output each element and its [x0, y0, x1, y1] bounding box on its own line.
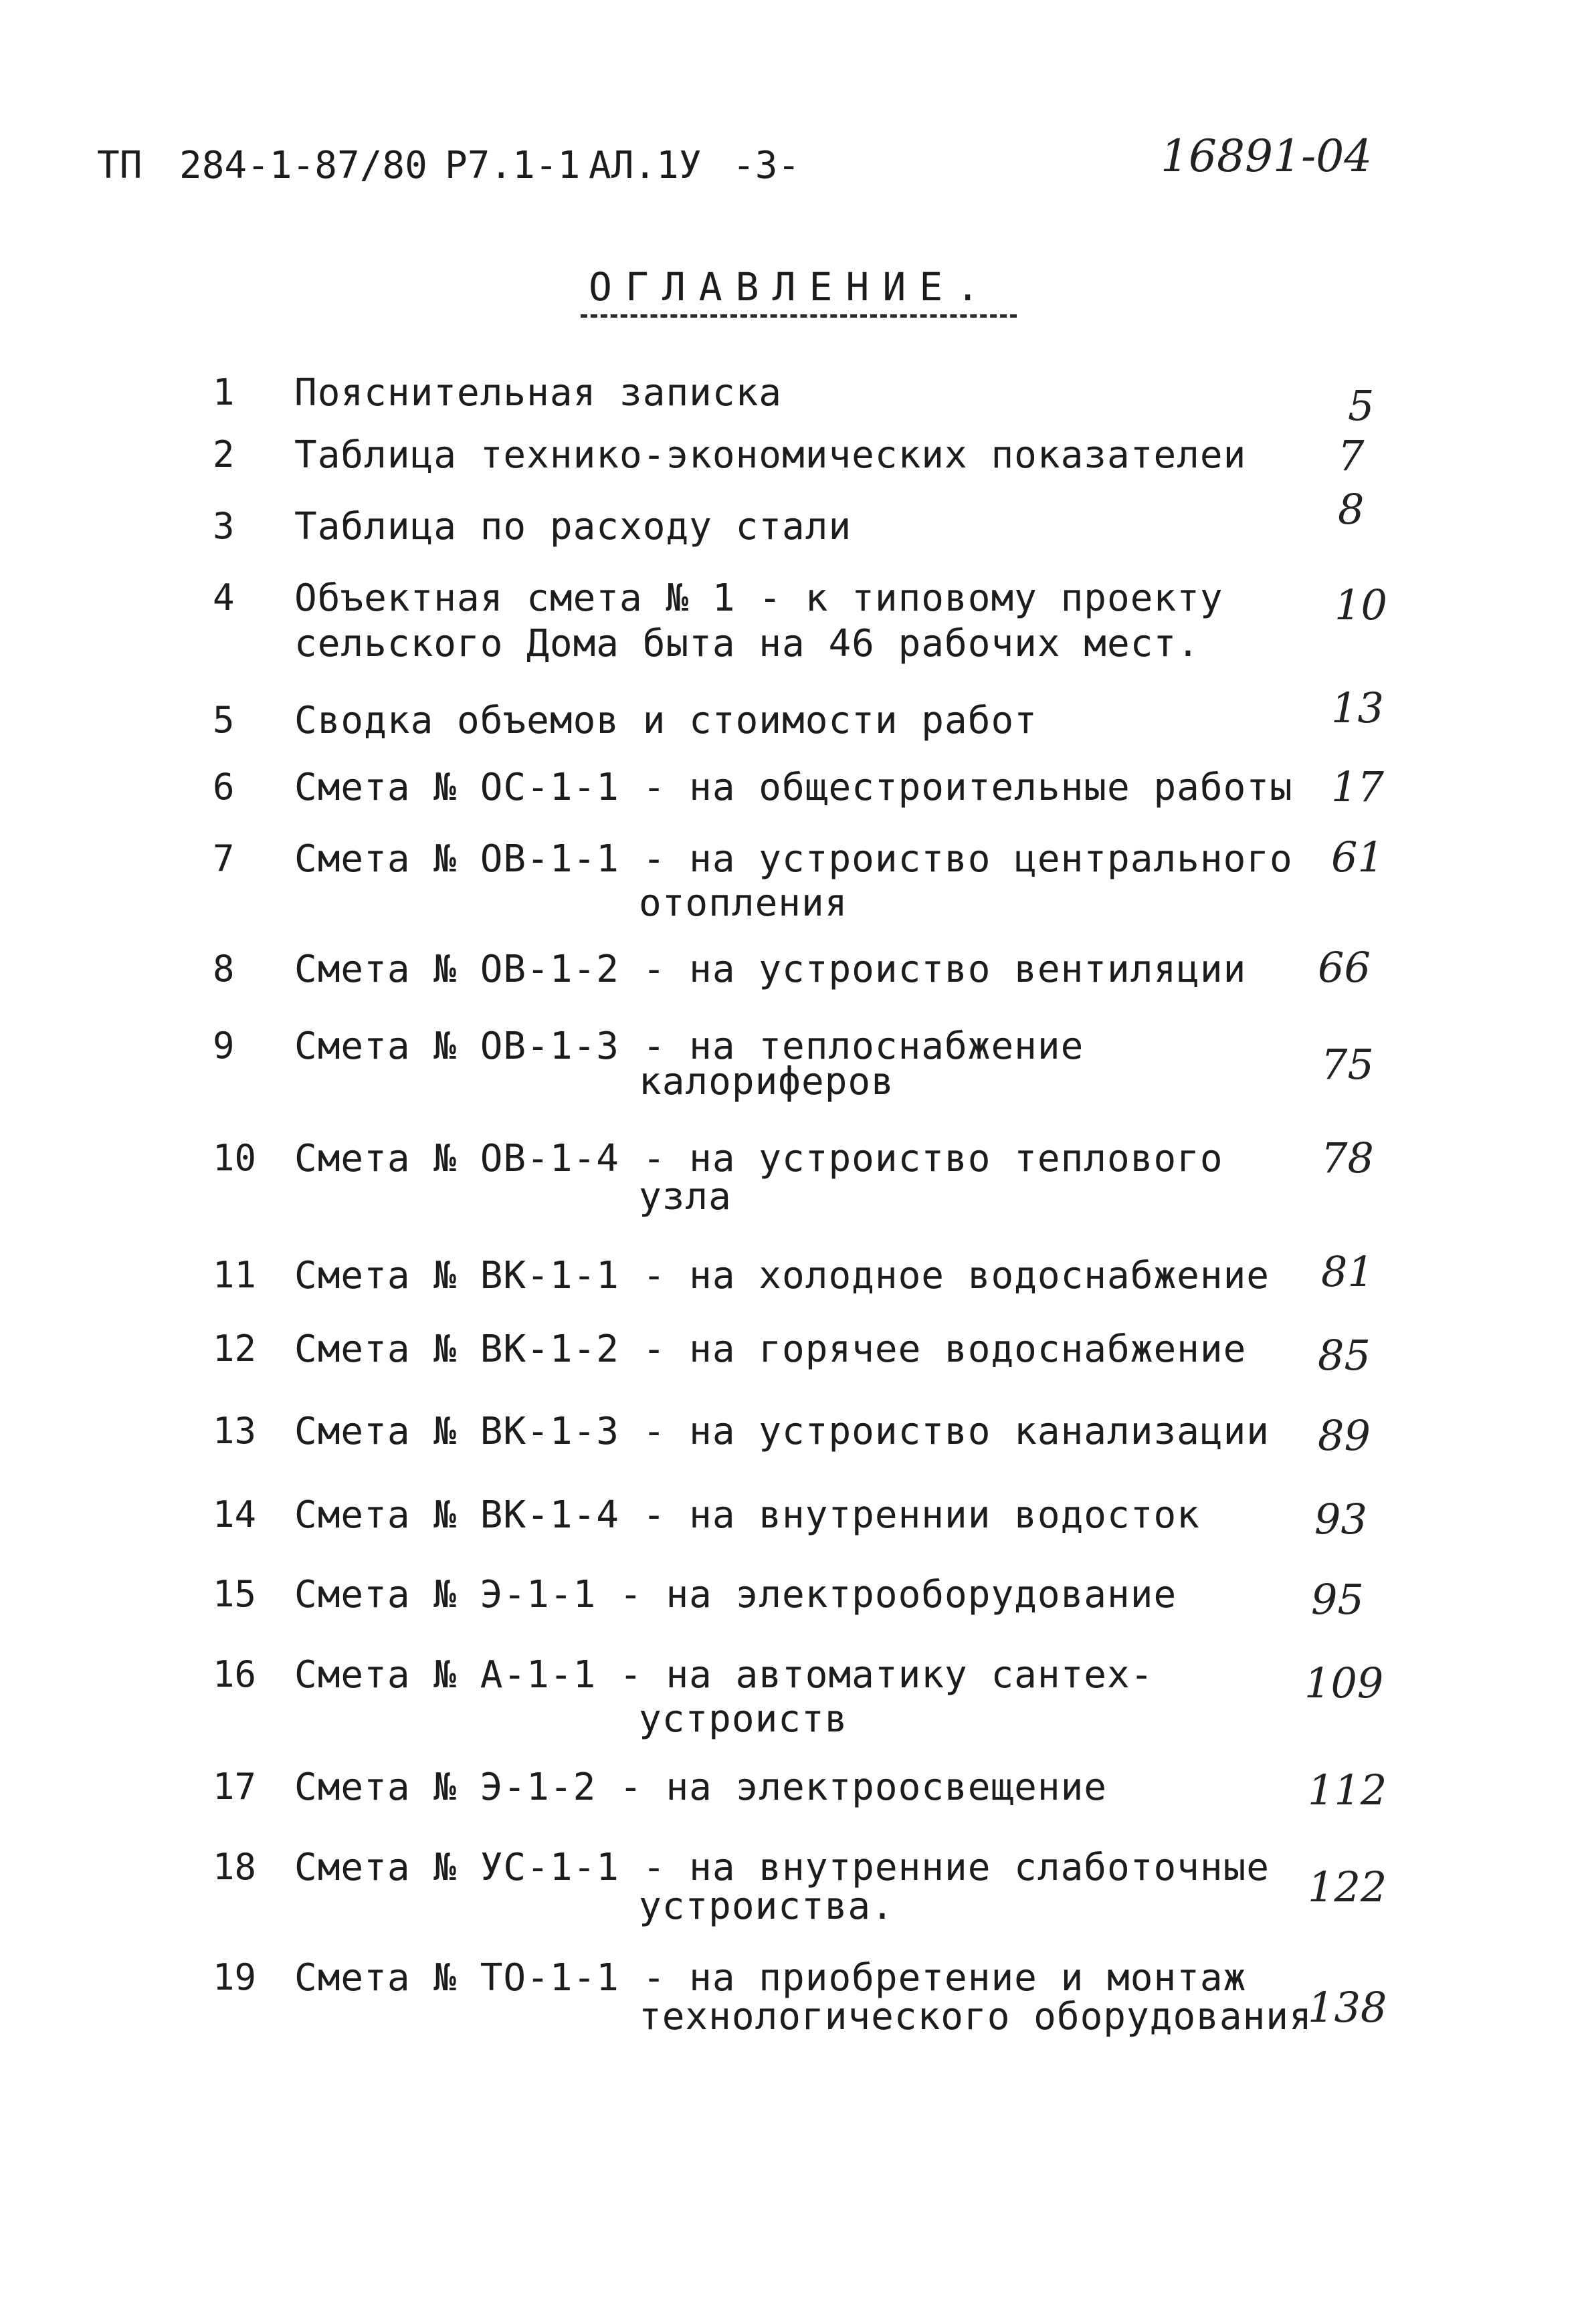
toc-entry-number: 15: [213, 1573, 257, 1615]
page-title: ОГЛАВЛЕНИЕ.: [589, 264, 993, 310]
toc-entry-page: 17: [1331, 762, 1384, 811]
toc-entry-text: Смета № ОВ-1-3 - на теплоснабжение: [294, 1025, 1084, 1068]
toc-entry-number: 17: [213, 1766, 257, 1808]
toc-entry-text: узла: [639, 1175, 732, 1219]
toc-entry-page: 95: [1311, 1575, 1364, 1624]
toc-entry-number: 7: [213, 837, 235, 879]
toc-entry-text: Смета № ВК-1-3 - на устроиство канализации: [294, 1410, 1270, 1453]
toc-entry-text: Таблица технико-экономических показателеи: [294, 433, 1247, 477]
toc-entry-text: Смета № ОВ-1-2 - на устроиство вентиляции: [294, 948, 1247, 991]
toc-entry-text: Смета № ВК-1-1 - на холодное водоснабжение: [294, 1254, 1270, 1297]
toc-entry-text: Пояснительная записка: [294, 371, 783, 415]
toc-entry-page: 75: [1321, 1040, 1374, 1089]
toc-entry-text: калориферов: [639, 1060, 894, 1103]
toc-entry-number: 18: [213, 1846, 257, 1888]
header-project-number: 284-1-87/80: [179, 144, 427, 187]
toc-entry-page: 10: [1334, 580, 1387, 629]
toc-entry-text: Смета № ОС-1-1 - на общестроительные работы: [294, 766, 1293, 809]
inventory-number: 16891-04: [1161, 130, 1373, 182]
toc-entry-text: Смета № ОВ-1-4 - на устроиство теплового: [294, 1137, 1223, 1180]
toc-entry-page: 78: [1321, 1134, 1374, 1182]
toc-entry-number: 2: [213, 433, 235, 476]
toc-entry-number: 16: [213, 1653, 257, 1695]
toc-entry-number: 1: [213, 371, 235, 413]
toc-entry-page: 8: [1338, 485, 1365, 534]
header-sheet-code: Р7.1-1: [445, 144, 581, 187]
toc-entry-page: 61: [1331, 833, 1384, 881]
toc-entry-page: 7: [1338, 431, 1365, 480]
toc-entry-page: 138: [1308, 1983, 1387, 2032]
toc-entry-text: Таблица по расходу стали: [294, 505, 852, 548]
header-album-code: АЛ.1У: [589, 144, 702, 187]
toc-entry-text: отопления: [639, 881, 848, 925]
toc-entry-text: Смета № Э-1-2 - на электроосвещение: [294, 1766, 1108, 1809]
toc-entry-number: 19: [213, 1956, 257, 1998]
toc-entry-text: Смета № ТО-1-1 - на приобретение и монтаж: [294, 1956, 1247, 2000]
toc-entry-text: Смета № А-1-1 - на автоматику сантех-: [294, 1653, 1154, 1697]
toc-entry-page: 81: [1321, 1247, 1374, 1296]
toc-entry-text: Смета № ВК-1-2 - на горячее водоснабжение: [294, 1328, 1247, 1371]
toc-entry-page: 93: [1314, 1495, 1367, 1544]
toc-entry-page: 109: [1304, 1659, 1384, 1707]
toc-entry-text: Объектная смета № 1 - к типовому проекту: [294, 576, 1223, 620]
toc-entry-text: технологического оборудования: [639, 1995, 1312, 2038]
toc-entry-number: 3: [213, 505, 235, 547]
toc-entry-page: 89: [1318, 1411, 1371, 1460]
toc-entry-number: 12: [213, 1328, 257, 1370]
toc-entry-page: 85: [1318, 1331, 1371, 1380]
toc-entry-number: 8: [213, 948, 235, 990]
toc-entry-text: Смета № Э-1-1 - на электрооборудование: [294, 1573, 1177, 1616]
title-underline: [581, 314, 1017, 318]
toc-entry-text: Смета № ВК-1-4 - на внутреннии водосток: [294, 1493, 1200, 1537]
toc-entry-number: 14: [213, 1493, 257, 1536]
toc-entry-number: 13: [213, 1410, 257, 1452]
toc-entry-page: 112: [1308, 1766, 1387, 1814]
toc-entry-page: 66: [1318, 943, 1371, 992]
toc-entry-text: Сводка объемов и стоимости работ: [294, 699, 1037, 742]
toc-entry-text: Смета № ОВ-1-1 - на устроиство центрального: [294, 837, 1293, 881]
toc-entry-text: Смета № УС-1-1 - на внутренние слаботочные: [294, 1846, 1270, 1889]
toc-entry-page: 5: [1348, 381, 1375, 430]
header-page-mark: -3-: [732, 144, 801, 187]
toc-entry-page: 122: [1308, 1863, 1387, 1911]
toc-entry-number: 11: [213, 1254, 257, 1296]
toc-entry-number: 5: [213, 699, 235, 741]
toc-entry-text: устроиства.: [639, 1885, 894, 1928]
toc-entry-number: 4: [213, 576, 235, 619]
header-code-tp: ТП: [97, 144, 142, 187]
toc-entry-page: 13: [1331, 683, 1384, 732]
toc-entry-text: сельского Дома быта на 46 рабочих мест.: [294, 622, 1200, 665]
toc-entry-number: 6: [213, 766, 235, 808]
toc-entry-number: 10: [213, 1137, 257, 1179]
toc-entry-text: устроиств: [639, 1697, 848, 1741]
toc-entry-number: 9: [213, 1025, 235, 1067]
